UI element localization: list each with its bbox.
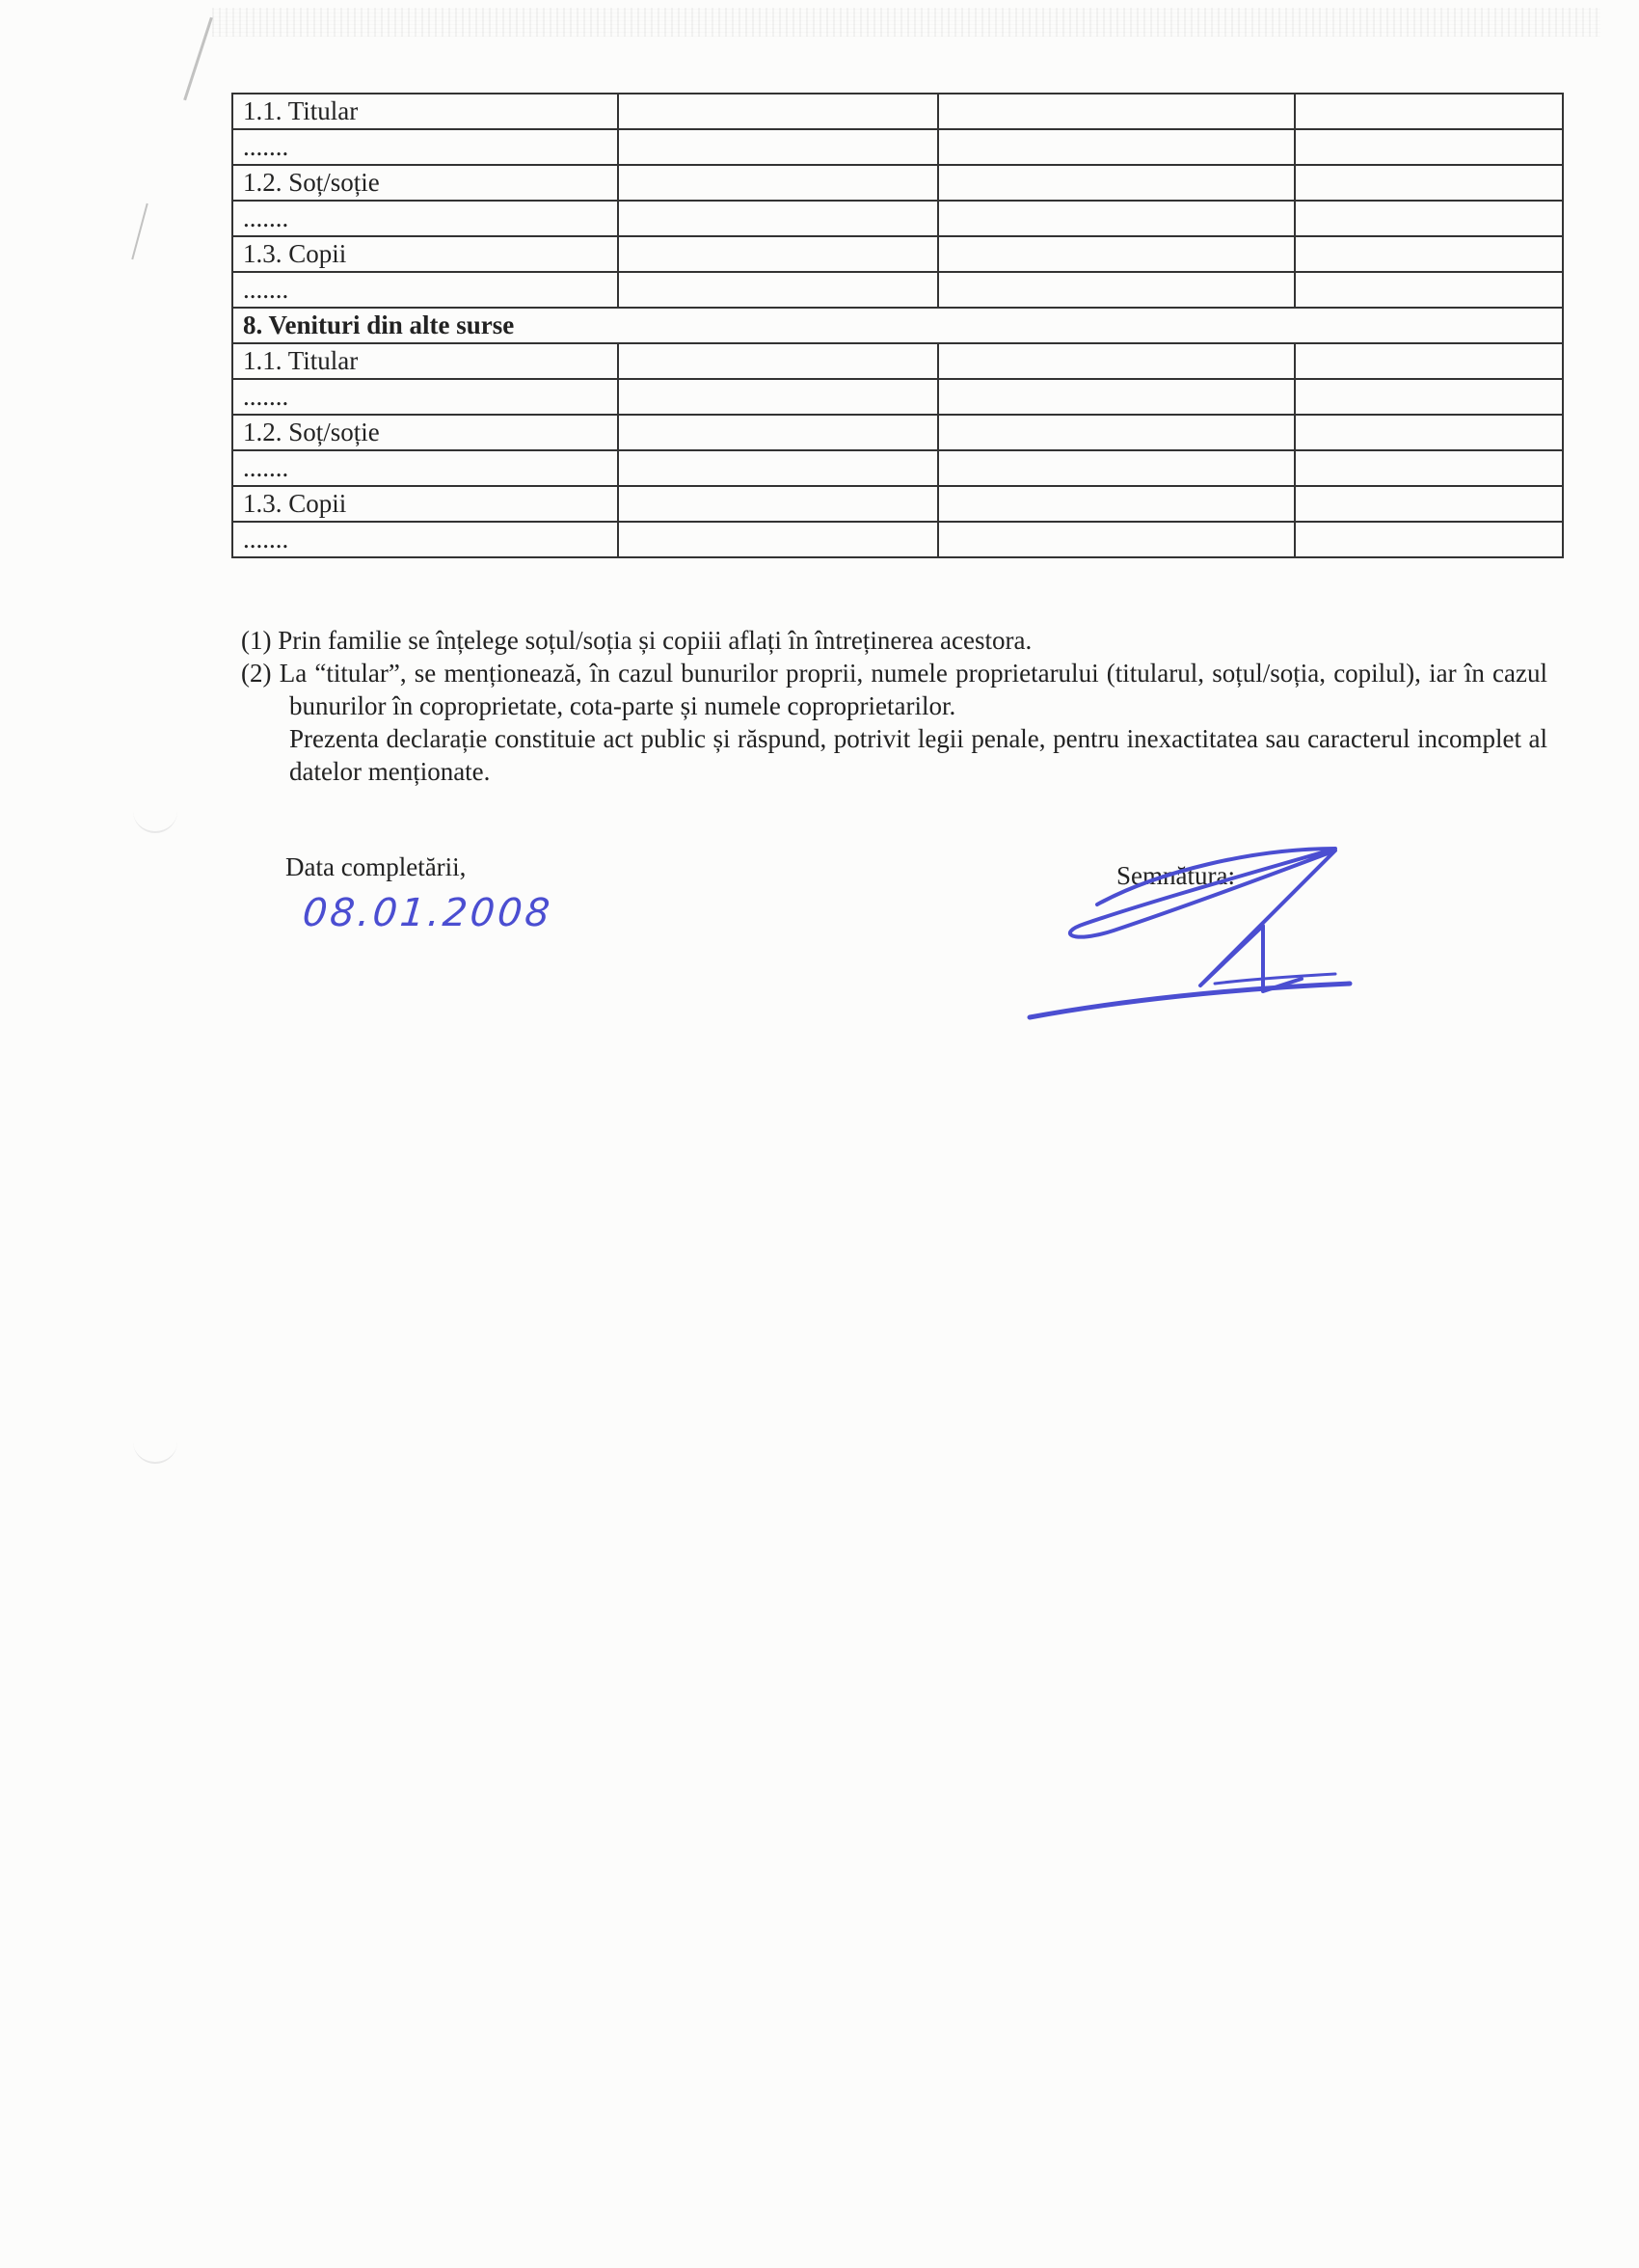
table-cell <box>938 236 1295 272</box>
table-cell <box>1295 450 1563 486</box>
table-cell <box>938 129 1295 165</box>
date-label: Data completării, <box>285 852 467 881</box>
scan-mark <box>131 203 148 259</box>
row-label: ....... <box>232 522 618 557</box>
scan-noise <box>212 8 1600 37</box>
table-cell <box>1295 236 1563 272</box>
table-cell <box>1295 129 1563 165</box>
note-2: (2) La “titular”, se menționează, în cazul bunurilor proprii, numele proprietarului (titularul, soțul/soția, copilul), iar în cazul bunurilor în coproprietate, cota-parte și numele coproprietarilor. <box>241 659 1547 720</box>
table-cell <box>938 522 1295 557</box>
table-cell <box>938 272 1295 308</box>
table-row <box>232 165 1563 201</box>
table-section-row <box>232 308 1563 343</box>
table-cell <box>618 272 938 308</box>
notes <box>241 624 1547 788</box>
table-cell <box>1295 94 1563 129</box>
row-label: ....... <box>232 450 618 486</box>
table-row <box>232 272 1563 308</box>
table-cell <box>1295 165 1563 201</box>
row-label: ....... <box>232 129 618 165</box>
table-row <box>232 236 1563 272</box>
table-cell <box>938 379 1295 415</box>
table-cell <box>1295 522 1563 557</box>
note-1: (1) Prin familie se înțelege soțul/soția și copiii aflați în întreținerea acestora. <box>241 626 1033 655</box>
table-cell <box>938 343 1295 379</box>
table-cell <box>618 486 938 522</box>
table-row <box>232 486 1563 522</box>
row-label: 1.2. Soț/soție <box>232 415 618 450</box>
table-cell <box>938 450 1295 486</box>
handwritten-date: 08.01.2008 <box>300 891 555 935</box>
income-table <box>231 93 1564 558</box>
row-label: ....... <box>232 379 618 415</box>
table-cell <box>618 165 938 201</box>
table-cell <box>618 236 938 272</box>
table-row <box>232 201 1563 236</box>
table-cell <box>1295 272 1563 308</box>
table-row <box>232 343 1563 379</box>
declaration-text: Prezenta declarație constituie act public și răspund, potrivit legii penale, pentru inexactitatea sau caracterul incomplet al datelor menționate. <box>289 724 1547 786</box>
row-label: 1.3. Copii <box>232 486 618 522</box>
row-label: 1.2. Soț/soție <box>232 165 618 201</box>
punch-hole <box>133 1437 177 1464</box>
table-cell <box>1295 486 1563 522</box>
table-cell <box>938 94 1295 129</box>
table-cell <box>618 522 938 557</box>
table-cell <box>618 94 938 129</box>
table-row <box>232 522 1563 557</box>
table-cell <box>938 415 1295 450</box>
table-row <box>232 379 1563 415</box>
table-row <box>232 450 1563 486</box>
row-label: ....... <box>232 272 618 308</box>
row-label: 1.1. Titular <box>232 94 618 129</box>
table-cell <box>618 415 938 450</box>
table-cell <box>618 201 938 236</box>
table-cell <box>618 379 938 415</box>
table-cell <box>1295 201 1563 236</box>
scan-mark <box>183 17 213 101</box>
section-title: 8. Venituri din alte surse <box>232 308 1563 343</box>
table-cell <box>618 450 938 486</box>
table-cell <box>1295 343 1563 379</box>
table-cell <box>1295 379 1563 415</box>
table-cell <box>618 129 938 165</box>
signature-label: Semnătura: <box>1116 861 1235 890</box>
table-cell <box>938 201 1295 236</box>
table-row <box>232 415 1563 450</box>
table-row <box>232 129 1563 165</box>
table-cell <box>938 165 1295 201</box>
table-cell <box>618 343 938 379</box>
row-label: 1.3. Copii <box>232 236 618 272</box>
row-label: ....... <box>232 201 618 236</box>
table-row <box>232 94 1563 129</box>
row-label: 1.1. Titular <box>232 343 618 379</box>
table-cell <box>938 486 1295 522</box>
table-cell <box>1295 415 1563 450</box>
signature <box>1012 829 1369 1041</box>
punch-hole <box>133 806 177 833</box>
income-table-body <box>232 94 1563 557</box>
